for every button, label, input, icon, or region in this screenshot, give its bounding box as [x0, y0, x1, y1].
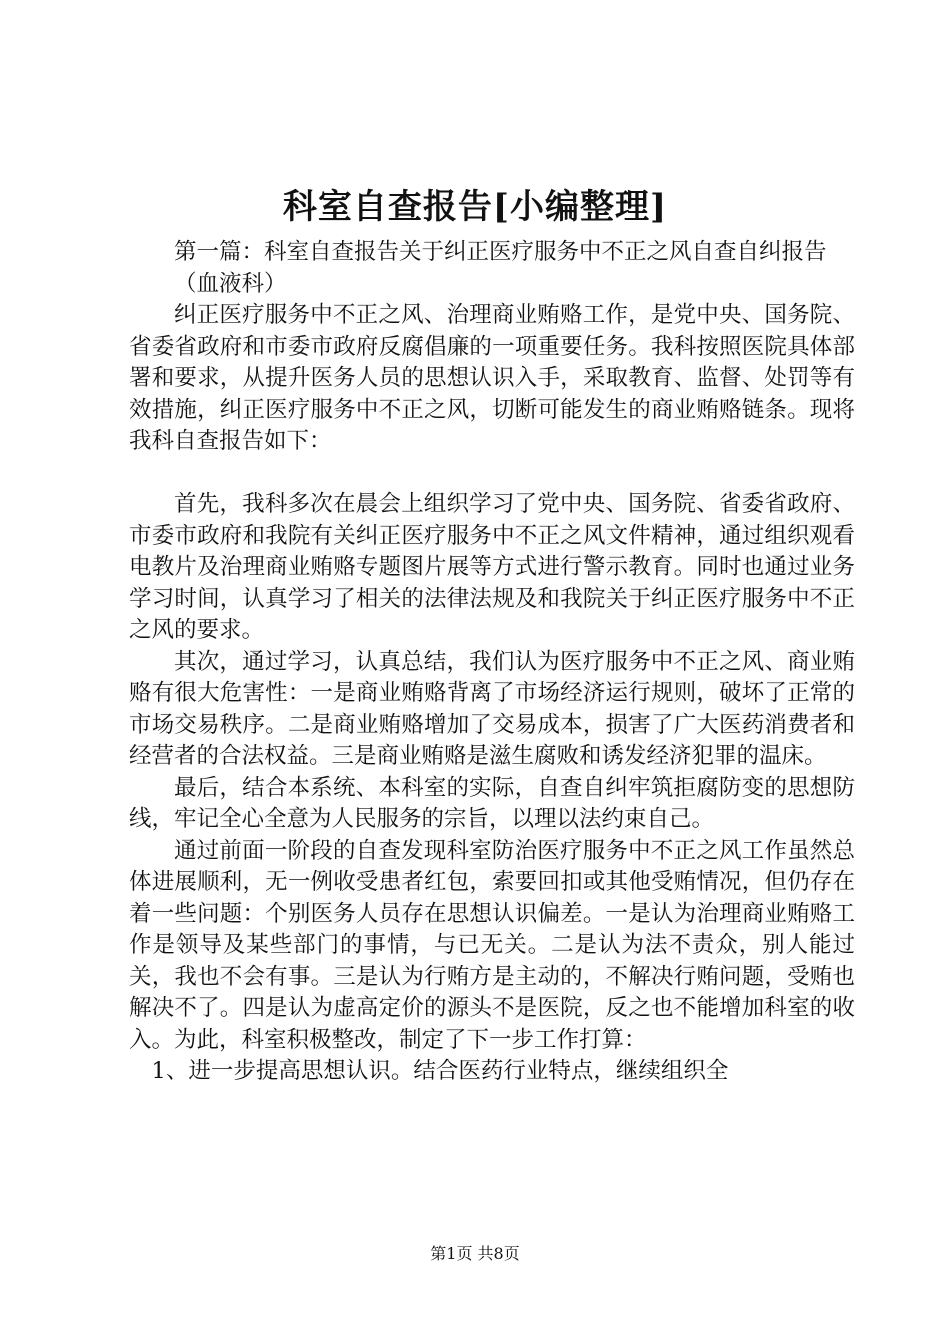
- paragraph-plan-item-1: 1、进一步提高思想认识。结合医药行业特点，继续组织全: [151, 1058, 729, 1084]
- subtitle: 第一篇：科室自查报告关于纠正医疗服务中不正之风自查自纠报告: [174, 239, 827, 265]
- paragraph-last: 最后，结合本系统、本科室的实际，自查自纠牢筑拒腐防变的思想防线，牢记全心全意为人民服务的宗旨，以理以法约束自己。: [129, 774, 855, 832]
- page-title: 科室自查报告[小编整理]: [282, 187, 668, 227]
- document-body: [129, 237, 855, 1088]
- paragraph-second: 其次，通过学习，认真总结，我们认为医疗服务中不正之风、商业贿赂有很大危害性：一是商业贿赂背离了市场经济运行规则，破坏了正常的市场交易秩序。二是商业贿赂增加了交易成本，损害了广大医药消费者和经营者的合法权益。三是商业贿赂是滋生腐败和诱发经济犯罪的温床。: [129, 648, 855, 769]
- department-label: （血液科）: [174, 270, 287, 297]
- paragraph-first: 首先，我科多次在晨会上组织学习了党中央、国务院、省委省政府、市委市政府和我院有关纠正医疗服务中不正之风文件精神，通过组织观看电教片及治理商业贿赂专题图片展等方式进行警示教育。同时也通过业务学习时间，认真学习了相关的法律法规及和我院关于纠正医疗服务中不正之风的要求。: [129, 491, 855, 643]
- blank-line: [129, 458, 855, 490]
- page-footer: 第1页 共8页: [430, 1244, 520, 1263]
- paragraph-intro: 纠正医疗服务中不正之风、治理商业贿赂工作，是党中央、国务院、省委省政府和市委市政府反腐倡廉的一项重要任务。我科按照医院具体部署和要求，从提升医务人员的思想认识入手，采取教育、监督、处罚等有效措施，纠正医疗服务中不正之风，切断可能发生的商业贿赂链条。现将我科自查报告如下：: [129, 302, 855, 454]
- paragraph-findings: 通过前面一阶段的自查发现科室防治医疗服务中不正之风工作虽然总体进展顺利，无一例收受患者红包，索要回扣或其他受贿情况，但仍存在着一些问题：个别医务人员存在思想认识偏差。一是认为治理商业贿赂工作是领导及某些部门的事情，与已无关。二是认为法不责众，别人能过关，我也不会有事。三是认为行贿方是主动的，不解决行贿问题，受贿也解决不了。四是认为虚高定价的源头不是医院，反之也不能增加科室的收入。为此，科室积极整改，制定了下一步工作打算：: [129, 837, 855, 1053]
